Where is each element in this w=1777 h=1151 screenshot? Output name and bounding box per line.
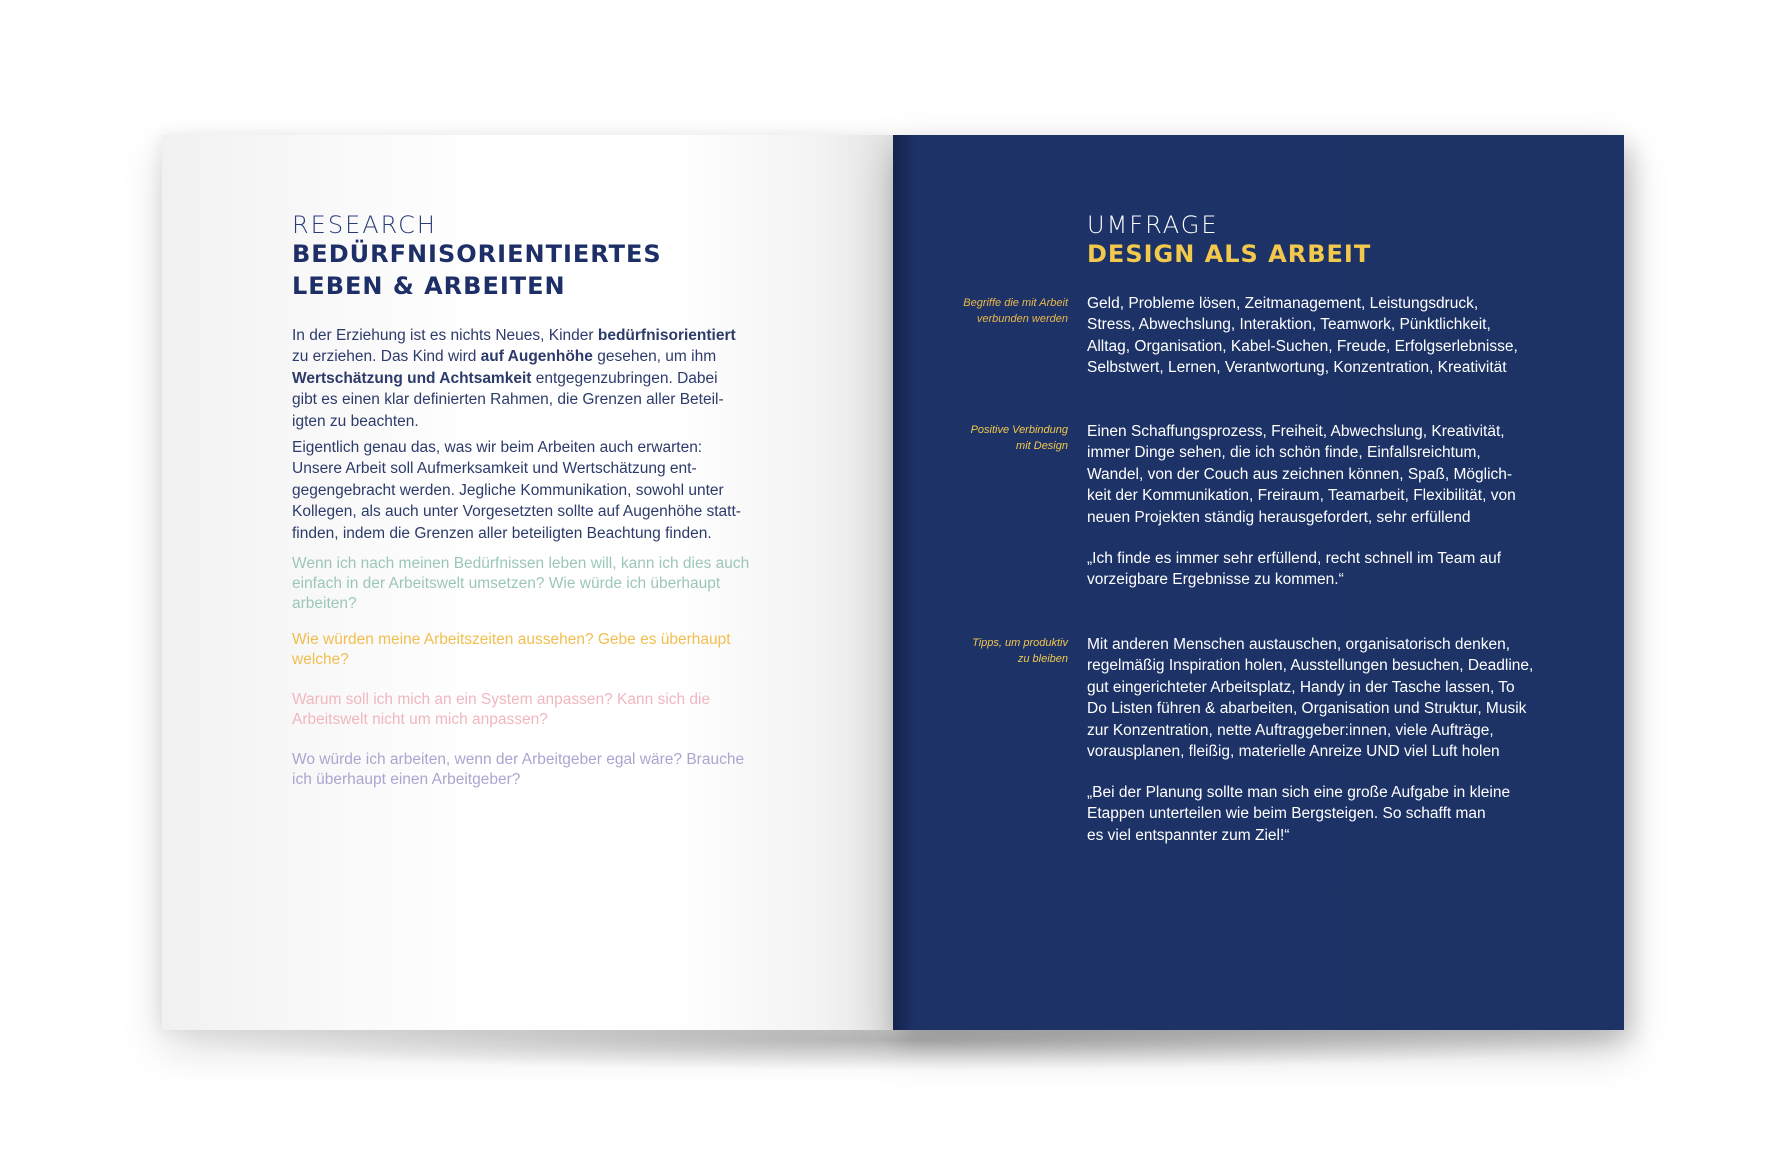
text-line: zur Konzentration, nette Auftraggeber:innen, viele Aufträge, bbox=[1087, 721, 1494, 739]
text-line: neuen Projekten ständig herausgefordert, sehr erfüllend bbox=[1087, 508, 1471, 526]
left-intro-paragraph bbox=[292, 325, 736, 432]
section-label-productivity-tips bbox=[938, 635, 1068, 667]
text-line: Arbeitswelt nicht um mich anpassen? bbox=[292, 711, 548, 728]
section-text-work-terms bbox=[1087, 293, 1537, 379]
text-line: keit der Kommunikation, Freiraum, Teamarbeit, Flexibilität, von bbox=[1087, 487, 1516, 505]
text-line bbox=[292, 346, 736, 367]
text-span: entgegenzubringen. Dabei bbox=[531, 369, 718, 387]
spine-shade bbox=[893, 135, 915, 1030]
text-line: „Bei der Planung sollte man sich eine große Aufgabe in kleine bbox=[1087, 784, 1511, 801]
right-headline: DESIGN ALS ARBEIT bbox=[1087, 240, 1372, 268]
label-line: mit Design bbox=[1016, 440, 1068, 452]
text-line bbox=[292, 368, 736, 389]
text-line: Geld, Probleme lösen, Zeitmanagement, Leistungsdruck, bbox=[1087, 295, 1479, 312]
text-span: gesehen, um ihm bbox=[592, 348, 717, 366]
label-line: Begriffe die mit Arbeit bbox=[963, 297, 1068, 309]
left-headline-line-1: BEDÜRFNISORIENTIERTES bbox=[292, 240, 662, 268]
quote-team bbox=[1087, 548, 1537, 591]
left-page bbox=[162, 135, 893, 1030]
text-line: ich überhaupt einen Arbeitgeber? bbox=[292, 771, 521, 788]
text-line: immer Dinge sehen, die ich schön finde, Einfallsreichtum, bbox=[1087, 444, 1481, 462]
label-line: Positive Verbindung bbox=[970, 424, 1068, 436]
text-line: Do Listen führen & abarbeiten, Organisation und Struktur, Musik bbox=[1087, 700, 1527, 718]
text-line: vorausplanen, fleißig, materielle Anreize UND viel Luft holen bbox=[1087, 743, 1500, 761]
section-text-productivity-tips bbox=[1087, 634, 1537, 762]
emphasis: Wertschätzung und Achtsamkeit bbox=[292, 369, 532, 387]
text-line: Wie würden meine Arbeitszeiten aussehen? Gebe es überhaupt bbox=[292, 631, 731, 648]
text-line: finden, indem die Grenzen aller beteiligten Beachtung finden. bbox=[292, 524, 712, 542]
left-kicker: RESEARCH bbox=[292, 211, 437, 239]
text-line: einfach in der Arbeitswelt umsetzen? Wie würde ich überhaupt bbox=[292, 575, 721, 592]
section-text-positive-design bbox=[1087, 421, 1537, 528]
text-line: vorzeigbare Ergebnisse zu kommen.“ bbox=[1087, 571, 1344, 589]
text-line: Kollegen, als auch unter Vorgesetzten sollte auf Augenhöhe statt- bbox=[292, 503, 741, 521]
text-line: igten zu beachten. bbox=[292, 412, 419, 430]
left-headline bbox=[292, 238, 662, 302]
left-second-paragraph bbox=[292, 437, 741, 544]
text-line: „Ich finde es immer sehr erfüllend, recht schnell im Team auf bbox=[1087, 550, 1502, 567]
text-line: Einen Schaffungsprozess, Freiheit, Abwechslung, Kreativität, bbox=[1087, 423, 1505, 440]
section-label-positive-design bbox=[938, 422, 1068, 454]
right-page bbox=[893, 135, 1624, 1030]
emphasis: auf Augenhöhe bbox=[480, 348, 593, 366]
section-label-work-terms bbox=[938, 295, 1068, 327]
text-line: gut eingerichteter Arbeitsplatz, Handy in der Tasche lassen, To bbox=[1087, 678, 1515, 696]
question-lavender bbox=[292, 750, 744, 790]
text-line: es viel entspannter zum Ziel!“ bbox=[1087, 826, 1290, 844]
right-kicker: UMFRAGE bbox=[1087, 211, 1219, 239]
label-line: Tipps, um produktiv bbox=[972, 637, 1068, 649]
text-line: Wandel, von der Couch aus zeichnen können, Spaß, Möglich- bbox=[1087, 465, 1513, 483]
quote-planning bbox=[1087, 782, 1537, 846]
text-line: Alltag, Organisation, Kabel-Suchen, Freude, Erfolgserlebnisse, bbox=[1087, 337, 1518, 355]
text-line: regelmäßig Inspiration holen, Ausstellungen besuchen, Deadline, bbox=[1087, 657, 1534, 675]
text-span: zu erziehen. Das Kind wird bbox=[292, 348, 481, 366]
question-mint bbox=[292, 554, 749, 614]
text-line: gibt es einen klar definierten Rahmen, die Grenzen aller Beteil- bbox=[292, 391, 724, 409]
text-line: Warum soll ich mich an ein System anpassen? Kann sich die bbox=[292, 691, 711, 708]
text-line: welche? bbox=[292, 651, 349, 668]
text-line: Wenn ich nach meinen Bedürfnissen leben will, kann ich dies auch bbox=[292, 555, 750, 572]
text-line: gegengebracht werden. Jegliche Kommunikation, sowohl unter bbox=[292, 481, 724, 499]
question-pink bbox=[292, 690, 710, 730]
text-line: Mit anderen Menschen austauschen, organisatorisch denken, bbox=[1087, 636, 1511, 653]
text-line: Selbstwert, Lernen, Verantwortung, Konzentration, Kreativität bbox=[1087, 359, 1507, 377]
text-line: Etappen unterteilen wie beim Bergsteigen. So schafft man bbox=[1087, 805, 1486, 823]
text-line: Wo würde ich arbeiten, wenn der Arbeitgeber egal wäre? Brauche bbox=[292, 751, 745, 768]
label-line: zu bleiben bbox=[1017, 653, 1068, 665]
text-line bbox=[292, 325, 736, 346]
label-line: verbunden werden bbox=[976, 313, 1068, 325]
text-span: In der Erziehung ist es nichts Neues, Kinder bbox=[292, 327, 598, 344]
left-headline-line-2: LEBEN & ARBEITEN bbox=[292, 272, 566, 300]
emphasis: bedürfnisorientiert bbox=[597, 327, 736, 344]
text-line: Stress, Abwechslung, Interaktion, Teamwork, Pünktlichkeit, bbox=[1087, 316, 1491, 334]
text-line: Eigentlich genau das, was wir beim Arbeiten auch erwarten: bbox=[292, 439, 703, 456]
question-amber bbox=[292, 630, 731, 670]
text-line: Unsere Arbeit soll Aufmerksamkeit und Wertschätzung ent- bbox=[292, 460, 697, 478]
text-line: arbeiten? bbox=[292, 595, 357, 612]
